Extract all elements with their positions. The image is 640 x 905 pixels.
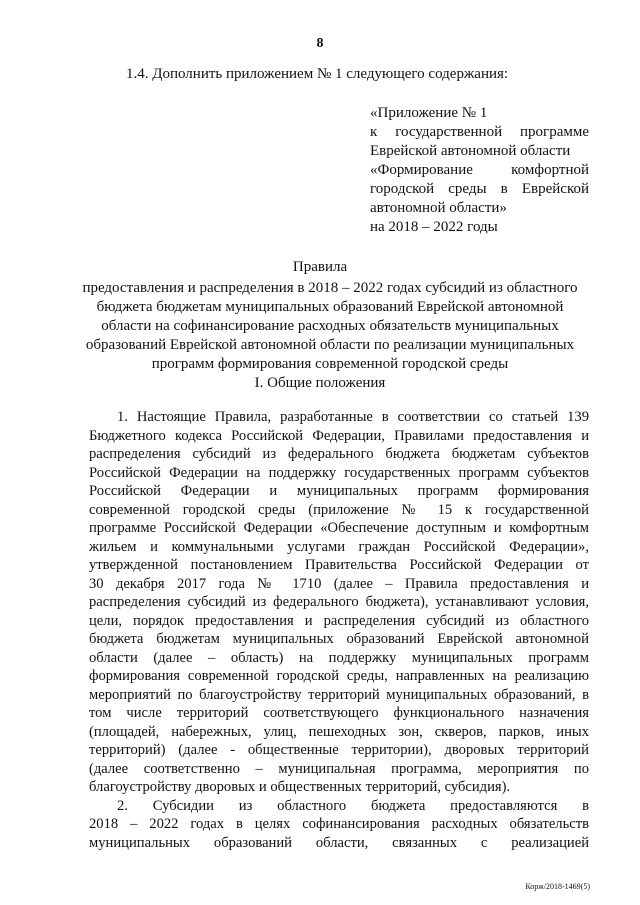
body-line: жильем и коммунальными услугами граждан Российской Федерации», — [89, 538, 589, 555]
subtitle-line: области на софинансирование расходных обязательств муниципальных — [101, 318, 559, 334]
body-text — [89, 408, 589, 852]
appendix-line: Еврейской автономной области — [370, 143, 571, 159]
body-line: (площадей, набережных, улиц, пешеходных зон, скверов, парков, иных — [89, 723, 589, 740]
footer-document-code: Корж/2018-1469(5) — [525, 882, 590, 891]
appendix-line: автономной области» — [370, 200, 507, 216]
body-line: Бюджетного кодекса Российской Федерации, Правилами предоставления и — [89, 427, 589, 444]
body-line: 1. Настоящие Правила, разработанные в соответствии со статьей 139 — [117, 409, 589, 425]
section-heading: I. Общие положения — [254, 375, 386, 391]
body-line: формирования современной городской среды, направленных на реализацию — [89, 668, 589, 684]
body-line: области (далее – область) на поддержку муниципальных программ — [89, 649, 589, 666]
appendix-line: «Приложение № 1 — [370, 105, 488, 121]
body-line: цели, порядок предоставления и распределения субсидий из областного — [89, 612, 589, 629]
appendix-line: «Формирование комфортной — [370, 162, 589, 178]
appendix-line: на 2018 – 2022 годы — [370, 219, 498, 235]
body-line: благоустройству дворовых и общественных территорий, субсидия). — [89, 779, 511, 795]
body-line: том числе территорий соответствующего функционального назначения — [89, 705, 589, 721]
body-line: Российской Федерации и муниципальных программ формирования — [89, 483, 589, 499]
intro-paragraph: 1.4. Дополнить приложением № 1 следующего содержания: — [126, 66, 509, 82]
appendix-line: к государственной программе — [370, 124, 589, 140]
body-line: муниципальных образований области, связанных с реализацией — [89, 834, 589, 851]
body-line: распределения субсидий из федерального бюджета бюджетам субъектов — [89, 446, 589, 462]
body-line: (далее соответственно – муниципальная программа, мероприятия по — [89, 760, 589, 777]
subtitle-line: образований Еврейской автономной области по реализации муниципальных — [85, 337, 575, 353]
body-line: программе Российской Федерации «Обеспечение доступным и комфортным — [89, 520, 589, 536]
body-line: 30 декабря 2017 года № 1710 (далее – Правила предоставления и — [89, 575, 589, 592]
subtitle-line: предоставления и распределения в 2018 – 2022 годах субсидий из областного — [82, 280, 578, 296]
appendix-block — [370, 104, 589, 237]
page-number: 8 — [316, 36, 324, 51]
body-line: распределения субсидий из федерального бюджета), устанавливают условия, — [89, 594, 589, 610]
body-line: утвержденной постановлением Правительства Российской Федерации от — [89, 557, 589, 573]
document-title: Правила — [292, 259, 348, 275]
document-subtitle — [80, 279, 580, 374]
subtitle-line: бюджета бюджетам муниципальных образований Еврейской автономной — [96, 299, 564, 315]
subtitle-line: программ формирования современной городской среды — [151, 356, 509, 372]
body-line: мероприятий по благоустройству территорий муниципальных образований, в — [89, 686, 589, 703]
appendix-line: городской среды в Еврейской — [370, 181, 589, 197]
body-line: 2018 – 2022 годах в целях софинансирования расходных обязательств — [89, 816, 589, 832]
body-line: бюджета бюджетам муниципальных образований Еврейской автономной — [89, 631, 589, 647]
body-line: современной городской среды (приложение № 15 к государственной — [89, 501, 589, 518]
body-line: Российской Федерации на поддержку государственных программ субъектов — [89, 464, 589, 481]
body-line: 2. Субсидии из областного бюджета предоставляются в — [117, 797, 589, 814]
body-line: территорий) (далее - общественные территории), дворовых территорий — [89, 742, 589, 758]
